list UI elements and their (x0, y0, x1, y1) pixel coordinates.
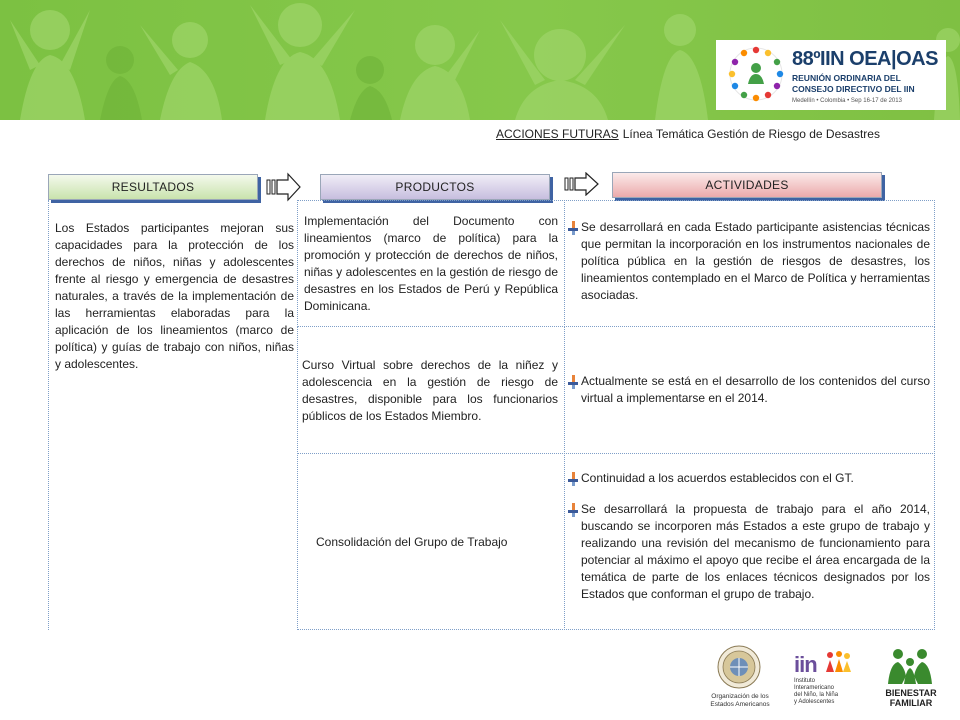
bullet-icon (567, 472, 579, 486)
producto-text-3: Consolidación del Grupo de Trabajo (316, 535, 508, 549)
list-item (567, 219, 930, 304)
list-item (567, 373, 930, 407)
resultados-header: RESULTADOS (48, 174, 258, 200)
event-logo-line-3: Medellín • Colombia • Sep 16-17 de 2013 (792, 98, 902, 104)
bienestar-familiar-logo (876, 646, 946, 716)
actividad-text: Actualmente se está en el desarrollo de los contenidos del curso virtual a implementarse en el 2014. (581, 374, 930, 405)
iin-caption-line-1: Instituto (794, 678, 816, 684)
oea-caption (705, 693, 775, 709)
table-row-3-producto (297, 453, 565, 630)
list-item (567, 501, 930, 603)
bienestar-familiar-family-icon (884, 646, 936, 686)
iin-caption-line-2: Interamericano (794, 685, 835, 691)
children-silhouettes-graphic (0, 0, 720, 120)
iin-logo (794, 650, 860, 712)
actividad-text: Se desarrollará en cada Estado participante asistencias técnicas que permitan la incorporación en los instrumentos nacionales de política pública en la gestión de riesgos de desastres, los lineamientos contemplado en el Marco de Política y herramientas asociadas. (581, 220, 930, 302)
page-title-rest: Línea Temática Gestión de Riesgo de Desastres (622, 127, 880, 141)
table-row-1-actividades (564, 200, 935, 327)
header-banner (0, 0, 960, 120)
oea-caption-line-1: Organización de los (711, 693, 769, 700)
actividad-text: Continuidad a los acuerdos establecidos con el GT. (581, 471, 854, 485)
producto-text-2: Curso Virtual sobre derechos de la niñez y adolescencia en la gestión de riesgo de desastres, disponible para los funcionarios públicos de los Estados Miembro. (302, 358, 558, 423)
event-logo-title: 88ºIIN OEA|OAS (792, 48, 938, 70)
bienestar-familiar-line-2: FAMILIAR (889, 698, 933, 708)
page-title-underlined: ACCIONES FUTURAS (496, 127, 619, 141)
iin-logo-mark: iin (794, 652, 817, 677)
arrow-right-icon (564, 172, 600, 196)
bienestar-familiar-line-1: BIENESTAR (885, 688, 937, 698)
event-logo-line-1: REUNIÓN ORDINARIA DEL (792, 73, 901, 83)
bienestar-familiar-text (876, 688, 946, 708)
iin-caption-line-4: y Adolescentes (794, 699, 835, 705)
table-row-3-actividades (564, 453, 935, 630)
iin-caption (794, 678, 838, 706)
event-emblem-icon (726, 44, 786, 104)
table-row-2-actividades (564, 326, 935, 454)
list-item (567, 470, 930, 487)
actividades-header: ACTIVIDADES (612, 172, 882, 198)
resultados-cell (48, 200, 298, 630)
bullet-icon (567, 221, 579, 235)
page-title (496, 127, 880, 141)
oea-logo (705, 645, 775, 715)
iin-caption-line-3: del Niño, la Niña (794, 692, 839, 698)
table-row-2-producto (297, 326, 565, 454)
event-logo-line-2: CONSEJO DIRECTIVO DEL IIN (792, 84, 915, 94)
table-row-1-producto (297, 200, 565, 327)
arrow-right-icon (266, 172, 302, 202)
oea-caption-line-2: Estados Americanos (710, 701, 770, 708)
iin-children-icon (824, 650, 852, 674)
bullet-icon (567, 375, 579, 389)
event-logo (716, 40, 946, 110)
bullet-icon (567, 503, 579, 517)
productos-header: PRODUCTOS (320, 174, 550, 200)
actividad-text: Se desarrollará la propuesta de trabajo para el año 2014, buscando se incorporen más Estados a este grupo de trabajo y realizando una revisión del mecanismo de funcionamiento para potenciar al máximo el apoyo que recibe el área encargada de la temática de parte de los enlaces técnicos designados por los Estados que conforman el grupo de trabajo. (581, 502, 930, 601)
resultados-text: Los Estados participantes mejoran sus capacidades para la protección de los derechos de niños, niñas y adolescentes frente al riesgo y emergencia de desastres naturales, a través de la implementación de las herramientas elaboradas para la aplicación de los lineamientos (marco de política) y guías de trabajo con niños, niñas y adolescentes. (55, 221, 294, 371)
oea-seal-icon (717, 645, 761, 689)
producto-text-1: Implementación del Documento con lineamientos (marco de política) para la promoción y protección de derechos de niños, niñas y adolescentes en la gestión de riesgo de desastres en los Estados de Perú y República Dominicana. (304, 214, 558, 313)
